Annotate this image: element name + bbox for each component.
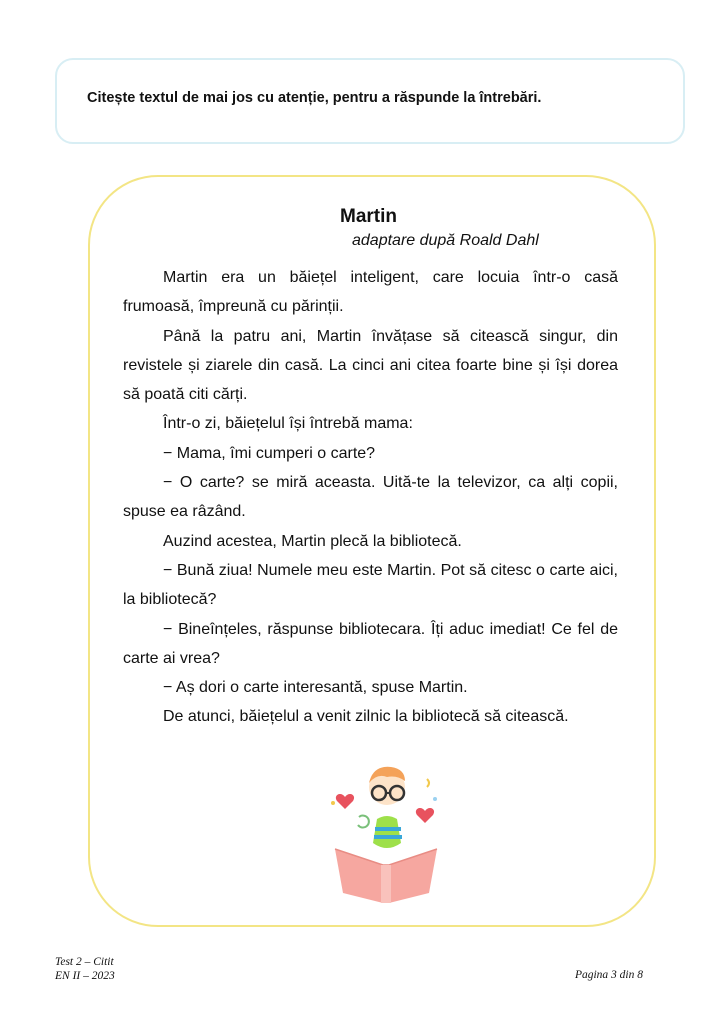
story-paragraph: Martin era un băiețel inteligent, care locuia într-o casă frumoasă, împreună cu părinții. — [123, 269, 618, 316]
heart-icon — [336, 794, 354, 809]
story-paragraph: Într-o zi, băiețelul își întrebă mama: — [163, 415, 413, 433]
footer-left — [55, 955, 115, 983]
story-subtitle: adaptare după Roald Dahl — [352, 232, 539, 249]
story-paragraph: − Mama, îmi cumperi o carte? — [163, 444, 376, 462]
story-title: Martin — [340, 206, 397, 227]
story-paragraph: De atunci, băiețelul a venit zilnic la bibliotecă să citească. — [163, 708, 569, 726]
story-paragraph: − Bineînțeles, răspunse bibliotecara. Îți aduc imediat! Ce fel de carte ai vrea? — [123, 620, 618, 667]
footer-test-label: Test 2 – Citit — [55, 956, 114, 968]
heart-icon — [416, 808, 434, 823]
footer-exam-label: EN II – 2023 — [55, 970, 115, 982]
story-paragraph: − O carte? se miră aceasta. Uită-te la televizor, ca alți copii, spuse ea râzând. — [123, 474, 618, 521]
story-paragraph: − Bună ziua! Numele meu este Martin. Pot să citesc o carte aici, la bibliotecă? — [123, 561, 618, 609]
footer-page-number: Pagina 3 din 8 — [574, 969, 643, 981]
boy-reading-book-illustration — [315, 755, 455, 905]
story-body — [123, 263, 618, 732]
instruction-text: Citește textul de mai jos cu atenție, pentru a răspunde la întrebări. — [87, 90, 542, 106]
story-paragraph: − Aș dori o carte interesantă, spuse Martin. — [163, 679, 468, 697]
instruction-box — [55, 58, 685, 144]
story-paragraph: Auzind acestea, Martin plecă la bibliotecă. — [163, 532, 462, 550]
story-paragraph: Până la patru ani, Martin învățase să citească singur, din revistele și ziarele din casă. La cinci ani citea foarte bine și își dorea să poată citi cărți. — [123, 327, 618, 404]
